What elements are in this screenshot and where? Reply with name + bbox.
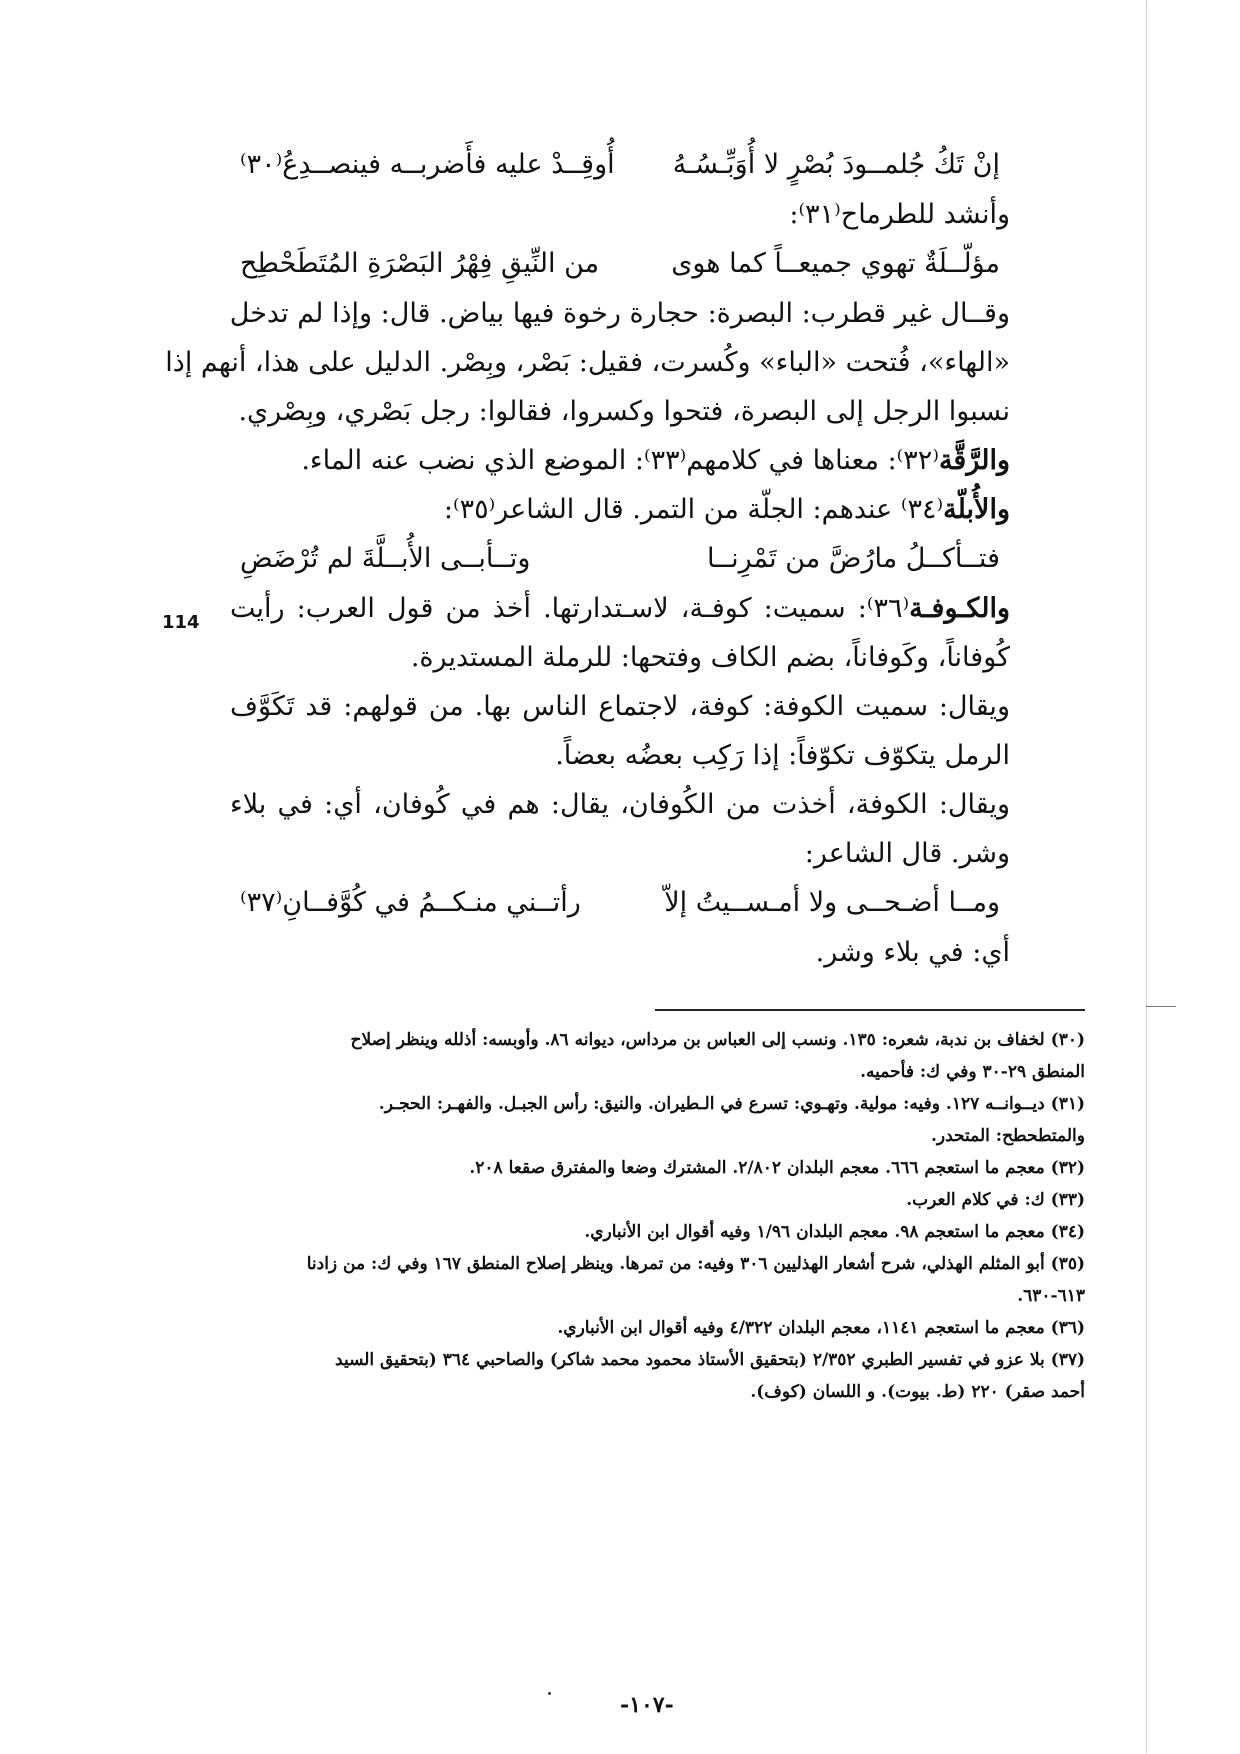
footnote: [225, 1312, 1085, 1344]
scan-dot: [548, 1692, 551, 1695]
verse-line: [230, 878, 1010, 928]
footnote: [225, 1088, 1085, 1152]
footnote-continuation: أحمد صقر) ٢٢٠ (ط. بيوت). و اللسان (كوف).: [750, 1382, 1085, 1402]
text-line: [230, 485, 1010, 534]
footnote-text: (٣٣) ك: في كلام العرب.: [906, 1190, 1085, 1210]
line-text: نسبوا الرجل إلى البصرة، فتحوا وكسروا، فقالوا: رجل بَصْري، وبِصْري.: [238, 396, 1010, 427]
footnote-divider: [655, 1009, 1085, 1011]
line-text: الرمل يتكوّف تكوّفاً: إذا رَكِب بعضُه بعضاً.: [555, 740, 1010, 771]
line-text: أي: في بلاء وشر.: [815, 937, 1010, 968]
line-text: وأنشد للطرماح⁽٣١⁾:: [789, 199, 1010, 230]
verse-second-hemistich: وتــأبــى الأُبــلَّةَ لم تُرْضَضِ: [240, 543, 531, 574]
footnote: [225, 1216, 1085, 1248]
verse-second-hemistich: رأتــني منـكــمُ في كُوَّفــانِ⁽٣٧⁾: [240, 887, 581, 918]
entry-term: والأُبلّة: [943, 494, 1010, 525]
verse-line: [230, 239, 1010, 289]
verse-second-hemistich: من النِّيقِ فِهْرُ البَصْرَةِ المُتَطَحْطِح: [240, 248, 600, 279]
line-text: وقــال غير قطرب: البصرة: حجارة رخوة فيها بياض. قال: وإذا لم تدخل: [229, 298, 1010, 329]
footnote: [225, 1248, 1085, 1312]
footnote-text: (٣٤) معجم ما استعجم ٩٨. معجم البلدان ١/٩٦ وفيه أقوال ابن الأنباري.: [584, 1222, 1085, 1242]
line-text: كُوفاناً، وكَوفاناً، بضم الكاف وفتحها: للرملة المستديرة.: [410, 642, 1010, 673]
footnote-text: (٣٢) معجم ما استعجم ٦٦٦. معجم البلدان ٢/٨٠٢. المشترك وضعا والمفترق صقعا ٢٠٨.: [469, 1158, 1085, 1178]
line-text: ⁽٣٤⁾ عندهم: الجلّة من التمر. قال الشاعر⁽٣٥⁾:: [443, 494, 944, 525]
verse-second-hemistich: أُوقِــدْ عليه فأَضربــه فينصــدِعُ⁽٣٠⁾: [240, 149, 615, 180]
page-number: -١٠٧-: [620, 1692, 674, 1718]
scan-edge-rule: [1146, 0, 1147, 1754]
footnote-text: (٣٧) بلا عزو في تفسير الطبري ٢/٣٥٢ (بتحقيق الأستاذ محمود محمد شاكر) والصاحبي ٣٦٤ (بتحقيق السيد: [335, 1350, 1085, 1370]
footnote: [225, 1024, 1085, 1088]
text-line: [230, 682, 1010, 731]
line-text: ⁽٣٦⁾: سميت: كوفـة، لاسـتدارتها. أخذ من قول العرب: رأيت: [230, 593, 910, 624]
footnote-text: (٣٥) أبو المثلم الهذلي، شرح أشعار الهذليين ٣٠٦ وفيه: من تمرها. وينظر إصلاح المنطق ١٦٧ وفي ك: من زادنا: [306, 1254, 1085, 1274]
verse-line: [230, 534, 1010, 584]
footnote-continuation: ٦١٣-٦٣٠.: [1017, 1286, 1085, 1306]
footnote-text: (٣٦) معجم ما استعجم ١١٤١، معجم البلدان ٤/٣٢٢ وفيه أقوال ابن الأنباري.: [557, 1318, 1085, 1338]
line-text: وشر. قال الشاعر:: [804, 838, 1010, 869]
verse-first-hemistich: فتــأكــلُ مارُضَّ من تَمْرِنــا: [707, 543, 1000, 574]
text-line: [230, 387, 1010, 436]
footnote: [225, 1152, 1085, 1184]
verse-first-hemistich: إنْ تَكُ جُلمــودَ بُصْرٍ لا أُوَبِّـسُـهُ: [672, 149, 1000, 180]
text-line: [230, 584, 1010, 633]
text-line: [230, 436, 1010, 485]
verse-line: [230, 140, 1010, 190]
footnote-text: (٣١) ديــوانــه ١٢٧. وفيه: مولية. وتهـوي: تسرع في الـطيران. والنيق: رأس الجبـل. والفهـر: الحجـر.: [378, 1094, 1085, 1114]
verse-first-hemistich: ومــا أضـحــى ولا أمـســيتُ إلاّ: [664, 887, 1000, 918]
text-line: [230, 190, 1010, 239]
text-line: [230, 731, 1010, 780]
footnote-continuation: المنطق ٢٩-٣٠ وفي ك: فأحميه.: [860, 1062, 1085, 1082]
line-text: ويقال: الكوفة، أخذت من الكُوفان، يقال: هم في كُوفان، أي: في بلاء: [230, 789, 1010, 820]
text-line: [230, 289, 1010, 338]
edge-tick: [1146, 1006, 1176, 1007]
text-line: [230, 780, 1010, 829]
text-line: [230, 928, 1010, 977]
footnote: [225, 1184, 1085, 1216]
footnote: [225, 1344, 1085, 1408]
entry-term: والكـوفـة: [909, 593, 1010, 624]
line-text: «الهاء»، فُتحت «الباء» وكُسرت، فقيل: بَصْر، وبِصْر. الدليل على هذا، أنهم إذا: [165, 347, 1010, 378]
entry-term: والرَّقَّة: [938, 445, 1010, 476]
margin-number: 114: [162, 612, 200, 633]
text-line: [230, 829, 1010, 878]
text-line: [165, 338, 1010, 387]
footnotes: [225, 1024, 1085, 1408]
footnote-text: (٣٠) لخفاف بن ندبة، شعره: ١٣٥. ونسب إلى العباس بن مرداس، ديوانه ٨٦. وأوبسه: أذلله وينظر إصلاح: [350, 1030, 1085, 1050]
verse-first-hemistich: مؤلّــلَةٌ تهوي جميعــاً كما هوى: [671, 248, 1000, 279]
line-text: ⁽٣٢⁾: معناها في كلامهم⁽٣٣⁾: الموضع الذي نضب عنه الماء.: [301, 445, 939, 476]
text-line: [230, 633, 1010, 682]
line-text: ويقال: سميت الكوفة: كوفة، لاجتماع الناس بها. من قولهم: قد تَكَوَّف: [230, 691, 1010, 722]
footnote-continuation: والمتطحطح: المتحدر.: [931, 1126, 1085, 1146]
